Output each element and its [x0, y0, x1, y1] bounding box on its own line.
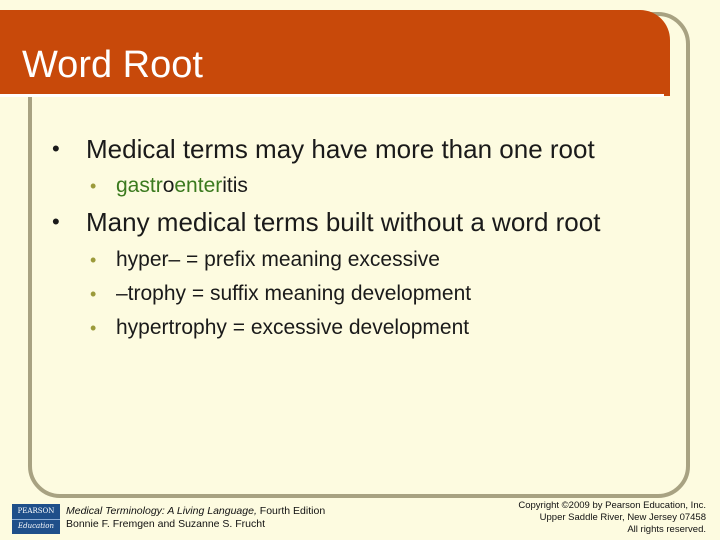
- copyright-line-3: All rights reserved.: [627, 524, 706, 535]
- sub-bullet-2-1-text: hyper– = prefix meaning excessive: [116, 248, 440, 271]
- bullet-dot-icon: •: [52, 209, 60, 234]
- sub-bullet-dot-icon: •: [90, 318, 97, 338]
- sub-bullet-2-2-text: –trophy = suffix meaning development: [116, 282, 472, 305]
- footer-citation: [66, 505, 325, 531]
- book-authors: Bonnie F. Fremgen and Suzanne S. Frucht: [66, 518, 266, 530]
- pearson-logo: PEARSON Education: [12, 504, 60, 534]
- root-gastr: gastr: [116, 174, 163, 197]
- copyright-line-2: Upper Saddle River, New Jersey 07458: [539, 512, 706, 523]
- suffix-itis: itis: [222, 174, 248, 197]
- footer-copyright: [518, 500, 706, 536]
- copyright-line-1: Copyright ©2009 by Pearson Education, Inc.: [518, 500, 706, 511]
- root-enter: enter: [174, 174, 223, 197]
- sub-bullet-dot-icon: •: [90, 176, 97, 196]
- sub-bullet-2-3-text: hypertrophy = excessive development: [116, 316, 470, 339]
- book-edition: Fourth Edition: [256, 505, 326, 517]
- sub-bullet-1-1-text: [116, 174, 248, 198]
- book-title: Medical Terminology: A Living Language,: [66, 505, 257, 517]
- sub-bullet-dot-icon: •: [90, 284, 97, 304]
- bullet-dot-icon: •: [52, 136, 60, 161]
- bullet-2-text: Many medical terms built without a word root: [86, 207, 601, 237]
- slide-title: Word Root: [22, 44, 203, 86]
- title-underline: [0, 94, 664, 97]
- sub-bullet-dot-icon: •: [90, 250, 97, 270]
- combining-vowel: o: [162, 174, 175, 197]
- bullet-1-text: Medical terms may have more than one root: [86, 134, 595, 164]
- title-bar: [0, 10, 670, 96]
